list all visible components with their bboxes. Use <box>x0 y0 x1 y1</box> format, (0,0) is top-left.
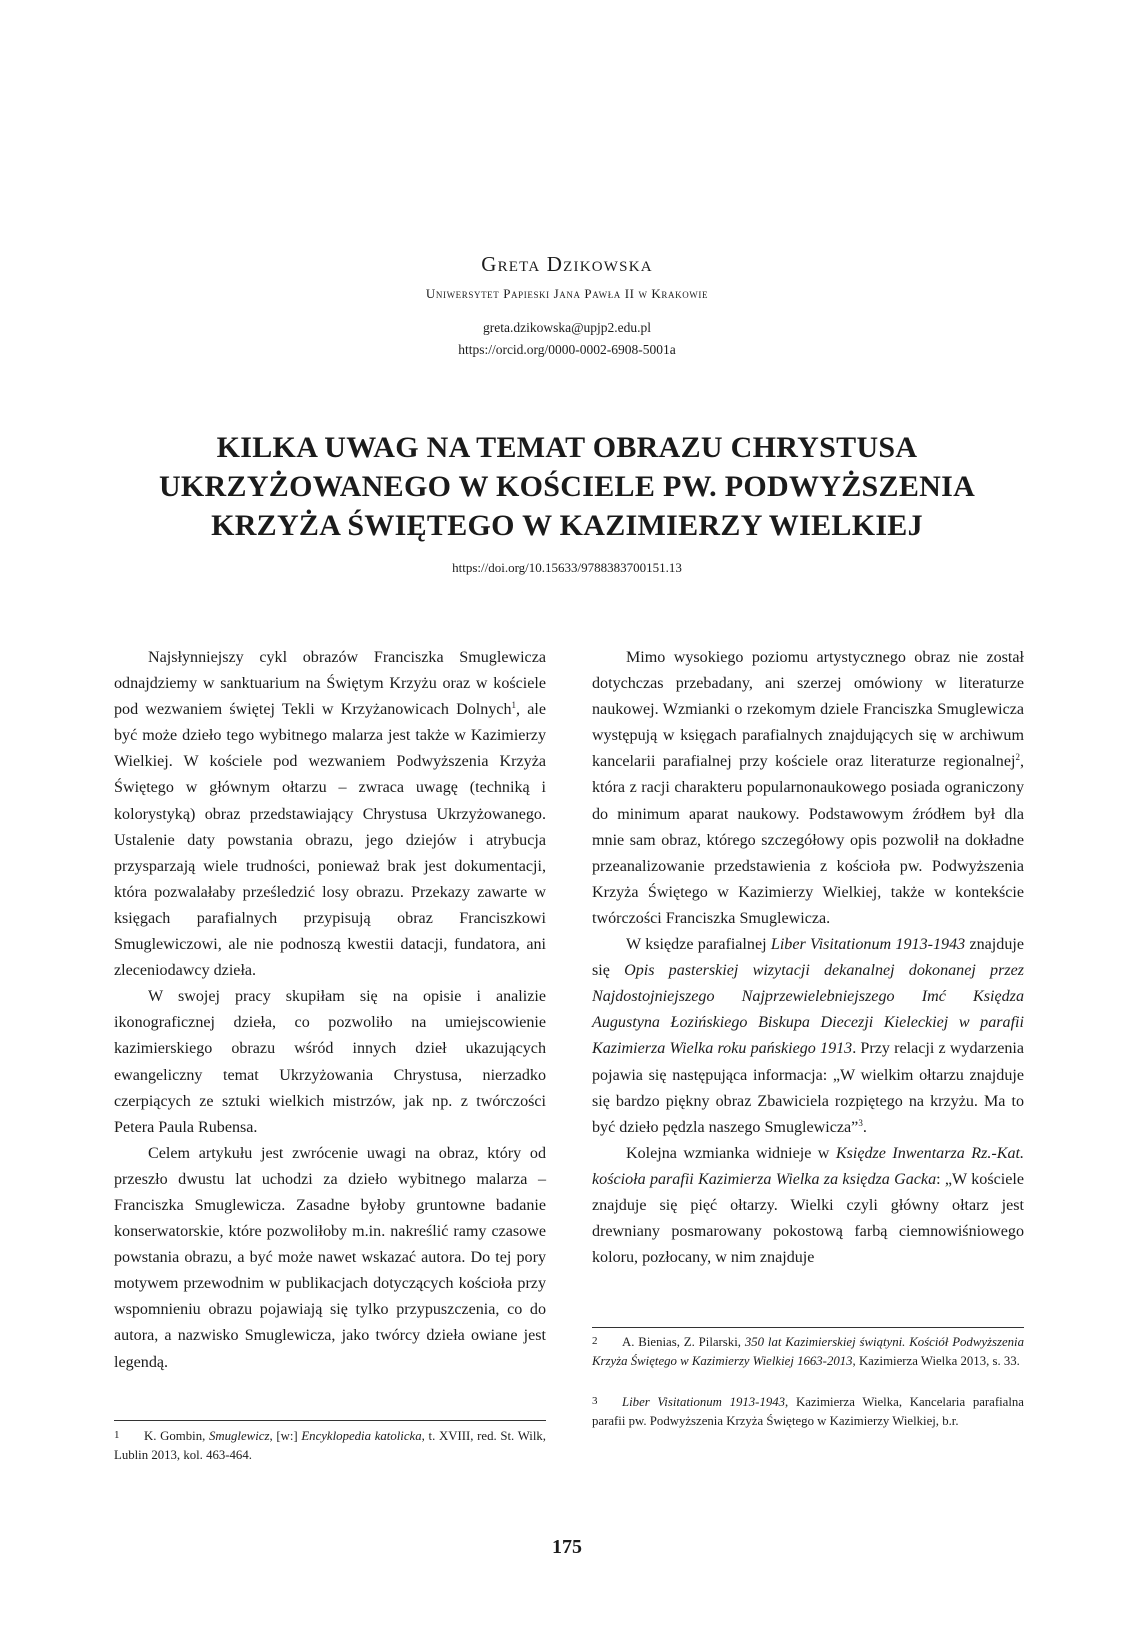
paragraph: Celem artykułu jest zwrócenie uwagi na obraz, który od przeszło dwustu lat uchodzi za dzieło wybitnego malarza – Franciszka Smuglewicza. Zasadne byłoby gruntowne badanie konserwatorskie, które pozwoliłoby m.in. nakreślić ramy czasowe powstania obrazu, a być może nawet wskazać autora. Do tej pory motywem przewodnim w publikacjach dotyczących kościoła przy wspomnieniu obrazu pojawiają się tylko przypuszczenia, co do autora, a nazwisko Smuglewicza, jako twórcy dzieła owiane jest legendą. <box>114 1144 546 1371</box>
footnote-ref-3[interactable]: 3 <box>858 1117 863 1128</box>
author-name: Greta Dzikowska <box>481 252 653 276</box>
title-line-3: KRZYŻA ŚWIĘTEGO W KAZIMIERZY WIELKIEJ <box>211 509 923 542</box>
article-title <box>100 428 1034 545</box>
article-doi[interactable]: https://doi.org/10.15633/9788383700151.13 <box>452 560 682 575</box>
footnote-1: 1 K. Gombin, Smuglewicz, [w:] Encyklopedia katolicka, t. XVIII, red. St. Wilk, Lublin 2013, kol. 463-464. <box>114 1426 546 1465</box>
footnote-ref-1[interactable]: 1 <box>511 700 516 711</box>
footnote-number: 3 <box>592 1395 598 1407</box>
paragraph: Mimo wysokiego poziomu artystycznego obraz nie został dotychczas przebadany, ani szerzej omówiony w literaturze naukowej. Wzmianki o rzekomym dziele Franciszka Smuglewicza występują w księgach parafialnych znajdujących się w archiwum kancelarii parafialnej przy kościele oraz literaturze regionalnej$^2$, która z racji charakteru popularnonaukowego posiada ograniczony do minimum aparat naukowy. Podstawowym źródłem był dla mnie sam obraz, którego szczegółowy opis pozwolił na dokładne przeanalizowanie przedstawienia z kościoła pw. Podwyższenia Krzyża Świętego w Kazimierzy Wielkiej, także w kontekście twórczości Franciszka Smuglewicza. <box>592 649 1024 927</box>
title-line-2: UKRZYŻOWANEGO W KOŚCIELE PW. PODWYŻSZENIA <box>158 470 976 503</box>
footnote-number: 1 <box>114 1429 120 1441</box>
body-column-right <box>592 645 1024 1271</box>
footnote-3: 3 Liber Visitationum 1913-1943, Kazimierza Wielka, Kancelaria parafialna parafii pw. Podwyższenia Krzyża Świętego w Kazimierzy Wielkiej, b.r. <box>592 1392 1024 1431</box>
footnote-divider-right <box>592 1327 1024 1328</box>
paragraph: Kolejna wzmianka widnieje w Księdze Inwentarza Rz.-Kat. kościoła parafii Kazimierza Wielka za księdza Gacka: „W kościele znajduje się pięć ołtarzy. Wielki czyli główny ołtarz jest drewniany posmarowany pokostową farbą ciemnowiśniowego koloru, pozłocany, w nim znajduje <box>592 1144 1024 1267</box>
footnote-number: 2 <box>592 1335 598 1347</box>
footnote-divider-left <box>114 1420 546 1421</box>
body-column-left <box>114 645 546 1376</box>
title-line-1: KILKA UWAG NA TEMAT OBRAZU CHRYSTUSA <box>216 431 918 464</box>
author-email[interactable]: greta.dzikowska@upjp2.edu.pl <box>482 320 652 335</box>
author-orcid[interactable]: https://orcid.org/0000-0002-6908-5001a <box>458 342 676 357</box>
paragraph: W księdze parafialnej Liber Visitationum 1913-1943 znajduje się Opis pasterskiej wizytacji dekanalnej dokonanej przez Najdostojniejszego Najprzewielebniejszego Imć Księdza Augustyna Łozińskiego Biskupa Diecezji Kieleckiej w parafii Kazimierza Wielka roku pańskiego 1913. Przy relacji z wydarzenia pojawia się następująca informacja: „W wielkim ołtarzu znajduje się bardzo piękny obraz Zbawiciela rozpiętego na krzyżu. Ma to być dzieło pędzla naszego Smuglewicza”$^3$. <box>592 936 1024 1136</box>
paragraph: W swojej pracy skupiłam się na opisie i analizie ikonograficznej dzieła, co pozwoliło na umiejscowienie kazimierskiego obrazu wśród innych dzieł ukazujących ewangeliczny temat Ukrzyżowania Chrystusa, nierzadko czerpiących ze sztuki wielkich mistrzów, jak np. z twórczości Petera Paula Rubensa. <box>114 988 546 1136</box>
paragraph: Najsłynniejszy cykl obrazów Franciszka Smuglewicza odnajdziemy w sanktuarium na Świętym Krzyżu oraz w kościele pod wezwaniem świętej Tekli w Krzyżanowicach Dolnych$^1$, ale być może dzieło tego wybitnego malarza jest także w Kazimierzy Wielkiej. W kościele pod wezwaniem Podwyższenia Krzyża Świętego w głównym ołtarzu – zwraca uwagę (techniką i kolorystyką) obraz przedstawiający Chrystusa Ukrzyżowanego. Ustalenie daty powstania obrazu, jego dziejów i atrybucja przysparzają wiele trudności, ponieważ brak jest dokumentacji, która pozwalałaby prześledzić losy obrazu. Przekazy zawarte w księgach parafialnych przypisują obraz Franciszkowi Smuglewiczowi, ale nie podnoszą kwestii datacji, fundatora, ani zleceniodawcy dzieła. <box>114 649 546 980</box>
footnote-2: 2 A. Bienias, Z. Pilarski, 350 lat Kazimierskiej świątyni. Kościół Podwyższenia Krzyża Świętego w Kazimierzy Wielkiej 1663-2013, Kazimierza Wielka 2013, s. 33. <box>592 1332 1024 1371</box>
author-affiliation: Uniwersytet Papieski Jana Pawła II w Krakowie <box>425 286 709 301</box>
footnote-ref-2[interactable]: 2 <box>1015 752 1020 763</box>
page-number: 175 <box>552 1536 582 1558</box>
